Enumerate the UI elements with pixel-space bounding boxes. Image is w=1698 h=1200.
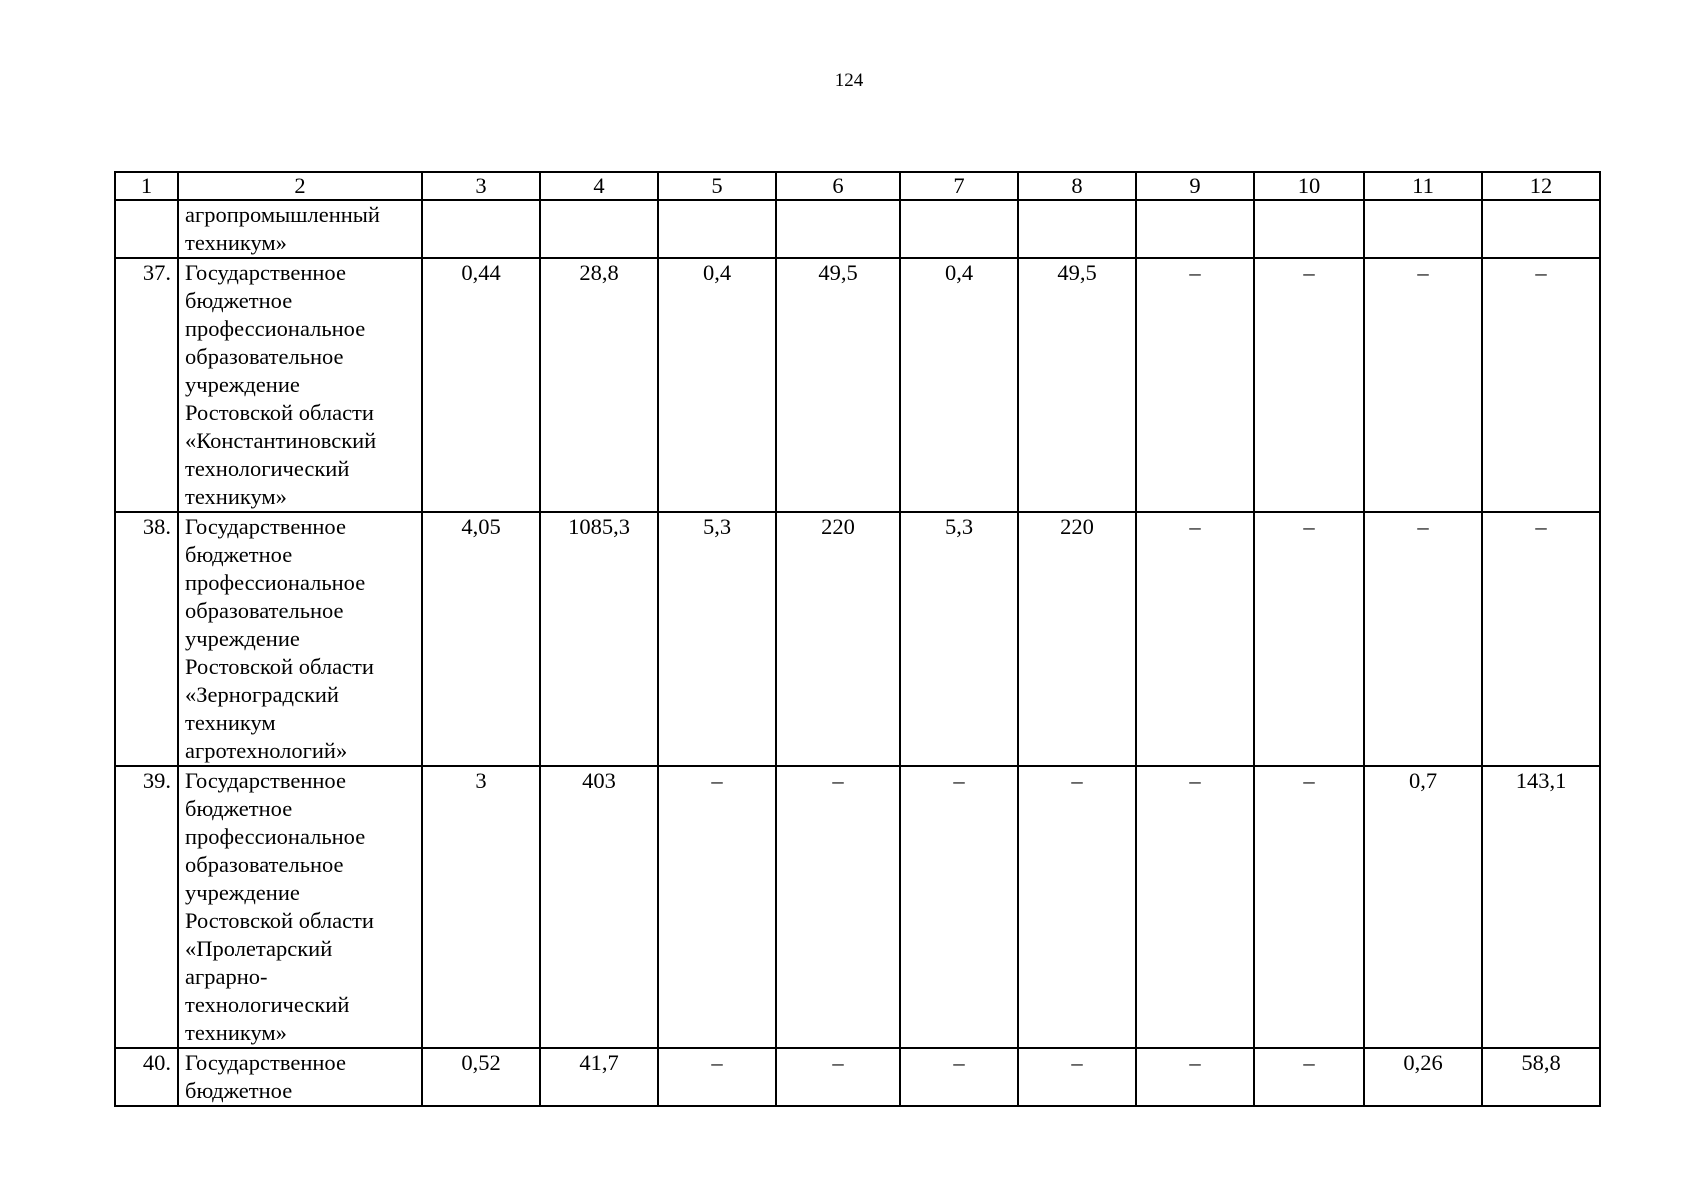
table-cell: 220 bbox=[776, 512, 900, 766]
row-number: 38. bbox=[115, 512, 178, 766]
table-cell: – bbox=[1254, 512, 1364, 766]
table-cell: 49,5 bbox=[1018, 258, 1136, 512]
table-cell: 58,8 bbox=[1482, 1048, 1600, 1106]
table-cell: – bbox=[1018, 1048, 1136, 1106]
column-header: 11 bbox=[1364, 172, 1482, 200]
institution-name: Государственное бюджетное профессиональное образовательное учреждение Ростовской области «Пролетарский аграрно- технологический техникум» bbox=[178, 766, 422, 1048]
table-cell bbox=[1254, 200, 1364, 258]
table-row bbox=[115, 512, 1600, 766]
table-cell: 0,4 bbox=[900, 258, 1018, 512]
institution-name: Государственное бюджетное bbox=[178, 1048, 422, 1106]
column-header: 9 bbox=[1136, 172, 1254, 200]
table-cell: – bbox=[1254, 1048, 1364, 1106]
header-row bbox=[115, 172, 1600, 200]
page-number: 124 bbox=[834, 70, 864, 91]
table-cell: – bbox=[1136, 766, 1254, 1048]
column-header: 2 bbox=[178, 172, 422, 200]
table-cell bbox=[776, 200, 900, 258]
table-cell: 220 bbox=[1018, 512, 1136, 766]
table-cell: 5,3 bbox=[900, 512, 1018, 766]
table-cell: 0,52 bbox=[422, 1048, 540, 1106]
table-cell: 28,8 bbox=[540, 258, 658, 512]
table-row bbox=[115, 766, 1600, 1048]
institution-name: Государственное бюджетное профессиональное образовательное учреждение Ростовской области «Константиновский технологический техникум» bbox=[178, 258, 422, 512]
table-cell: 0,44 bbox=[422, 258, 540, 512]
table-cell: – bbox=[658, 1048, 776, 1106]
table-cell bbox=[540, 200, 658, 258]
row-number: 37. bbox=[115, 258, 178, 512]
column-header: 6 bbox=[776, 172, 900, 200]
table-cell: 0,4 bbox=[658, 258, 776, 512]
table-cell: – bbox=[1364, 512, 1482, 766]
table-cell: 3 bbox=[422, 766, 540, 1048]
row-number: 39. bbox=[115, 766, 178, 1048]
column-header: 12 bbox=[1482, 172, 1600, 200]
table-cell: – bbox=[1136, 258, 1254, 512]
column-header: 7 bbox=[900, 172, 1018, 200]
table-cell: 5,3 bbox=[658, 512, 776, 766]
table-cell: 403 bbox=[540, 766, 658, 1048]
table-cell bbox=[658, 200, 776, 258]
table-cell: – bbox=[1482, 512, 1600, 766]
column-header: 4 bbox=[540, 172, 658, 200]
table-row bbox=[115, 200, 1600, 258]
table-cell: – bbox=[900, 1048, 1018, 1106]
table-cell: – bbox=[1018, 766, 1136, 1048]
table-cell bbox=[1364, 200, 1482, 258]
table-cell bbox=[422, 200, 540, 258]
data-table bbox=[114, 171, 1601, 1107]
table-cell: 0,7 bbox=[1364, 766, 1482, 1048]
table-cell bbox=[900, 200, 1018, 258]
table-cell bbox=[1482, 200, 1600, 258]
table-cell: 41,7 bbox=[540, 1048, 658, 1106]
table-cell: 1085,3 bbox=[540, 512, 658, 766]
table-cell: – bbox=[1364, 258, 1482, 512]
table-cell: 4,05 bbox=[422, 512, 540, 766]
row-number bbox=[115, 200, 178, 258]
table-cell: – bbox=[1482, 258, 1600, 512]
row-number: 40. bbox=[115, 1048, 178, 1106]
table-cell bbox=[1018, 200, 1136, 258]
table-row bbox=[115, 1048, 1600, 1106]
table-cell: – bbox=[1136, 1048, 1254, 1106]
column-header: 8 bbox=[1018, 172, 1136, 200]
table-cell: 0,26 bbox=[1364, 1048, 1482, 1106]
column-header: 10 bbox=[1254, 172, 1364, 200]
table-cell: 143,1 bbox=[1482, 766, 1600, 1048]
table-cell: – bbox=[776, 766, 900, 1048]
table-cell: 49,5 bbox=[776, 258, 900, 512]
table-cell: – bbox=[1136, 512, 1254, 766]
column-header: 1 bbox=[115, 172, 178, 200]
table-cell: – bbox=[776, 1048, 900, 1106]
column-header: 3 bbox=[422, 172, 540, 200]
table-cell bbox=[1136, 200, 1254, 258]
table-cell: – bbox=[1254, 258, 1364, 512]
table-cell: – bbox=[900, 766, 1018, 1048]
table-cell: – bbox=[1254, 766, 1364, 1048]
institution-name: агропромышленный техникум» bbox=[178, 200, 422, 258]
institution-name: Государственное бюджетное профессиональное образовательное учреждение Ростовской области «Зерноградский техникум агротехнологий» bbox=[178, 512, 422, 766]
table-row bbox=[115, 258, 1600, 512]
table-cell: – bbox=[658, 766, 776, 1048]
column-header: 5 bbox=[658, 172, 776, 200]
